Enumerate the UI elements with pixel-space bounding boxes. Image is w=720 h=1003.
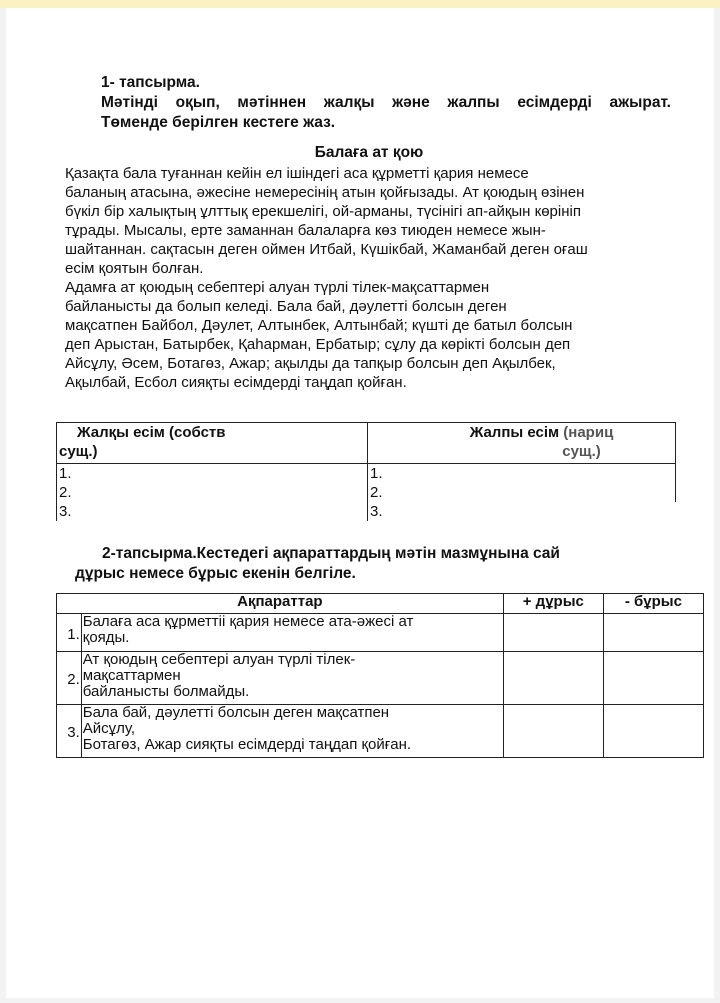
proper-noun-cell-3[interactable]: 3. <box>57 502 368 521</box>
true-false-table <box>56 593 704 758</box>
info-header: Ақпараттар <box>57 594 504 614</box>
true-mark-cell[interactable] <box>503 652 603 705</box>
paragraph-2: Адамға ат қоюдың себептері алуан түрлі тілек-мақсаттармен байланысты да болып келеді. Бала бай, дәулетті болсын деген мақсатпен Байбол, Дәулет, Алтынбек, Алтынбай; күшті де батыл болсын деп Арыстан, Батырбек, Қаһарман, Ербатыр; сұлу да көрікті болсын деп Айсұлу, Әсем, Ботагөз, Ажар; ақылды да тапқыр болсын деп Ақылбек, Ақылбай, Есбол сияқты есімдерді таңдап қойған. <box>65 279 573 392</box>
task2-line1: 2-тапсырма.Кестедегі ақпараттардың мәтін мазмұнына сай <box>102 545 560 562</box>
proper-noun-header <box>57 423 368 464</box>
true-mark-cell[interactable] <box>503 705 603 758</box>
table-row <box>57 614 704 652</box>
false-mark-cell[interactable] <box>603 652 703 705</box>
common-noun-cell-3[interactable]: 3. <box>368 502 676 521</box>
text-title: Балаға ат қою <box>314 144 424 161</box>
row-number: 3. <box>57 705 82 758</box>
true-header: + дұрыс <box>503 594 603 614</box>
proper-noun-header-line2: сущ.) <box>59 443 98 460</box>
common-noun-header-gray1: (нариц <box>563 424 614 441</box>
proper-noun-cell-2[interactable]: 2. <box>57 483 368 502</box>
common-noun-header-label: Жалпы есім <box>469 424 560 441</box>
task2-line2: дұрыс немесе бұрыс екенін белгіле. <box>75 565 356 582</box>
proper-common-nouns-table <box>56 422 676 521</box>
paragraph-1: Қазақта бала туғаннан кейін ел ішіндегі аса құрметті қария немесе баланың атасына, әжесіне немересінің атын қойғызады. Ат қоюдың өзінен бүкіл бір халықтың ұлттық ерекшелігі, ой-арманы, түсінігі ап-айқын көрініп тұрады. Мысалы, ерте заманнан балаларға көз тиюден немесе жын- шайтаннан. сақтасын деген оймен Итбай, Күшікбай, Жаманбай деген оғаш есім қоятын болған. <box>65 165 588 278</box>
table-row <box>57 652 704 705</box>
common-noun-cell-2[interactable]: 2. <box>368 483 676 502</box>
task1-title: 1- тапсырма. <box>101 74 200 91</box>
task1-instruction-line1: Мәтінді оқып, мәтіннен жалқы және жалпы есімдерді ажырат. <box>101 94 671 111</box>
task2-block <box>75 544 635 584</box>
statement-text: Бала бай, дәулетті болсын деген мақсатпен Айсұлу, Ботагөз, Ажар сияқты есімдерді таңдап қойған. <box>81 705 503 758</box>
true-mark-cell[interactable] <box>503 614 603 652</box>
common-noun-header <box>368 423 676 464</box>
row-number: 2. <box>57 652 82 705</box>
false-mark-cell[interactable] <box>603 614 703 652</box>
top-strip <box>0 0 720 8</box>
common-noun-header-gray2: сущ.) <box>562 443 601 460</box>
proper-noun-header-line1: Жалқы есім (собств <box>77 424 226 441</box>
task1-block <box>101 73 671 133</box>
table-row <box>57 705 704 758</box>
false-header: - бұрыс <box>603 594 703 614</box>
common-noun-cell-1[interactable]: 1. <box>368 464 676 484</box>
false-mark-cell[interactable] <box>603 705 703 758</box>
statement-text: Балаға аса құрметтіі қария немесе ата-әжесі ат қояды. <box>81 614 503 652</box>
proper-noun-cell-1[interactable]: 1. <box>57 464 368 484</box>
statement-text: Ат қоюдың себептері алуан түрлі тілек- мақсаттармен байланысты болмайды. <box>81 652 503 705</box>
row-number: 1. <box>57 614 82 652</box>
task1-instruction-line2: Төменде берілген кестеге жаз. <box>101 114 336 131</box>
